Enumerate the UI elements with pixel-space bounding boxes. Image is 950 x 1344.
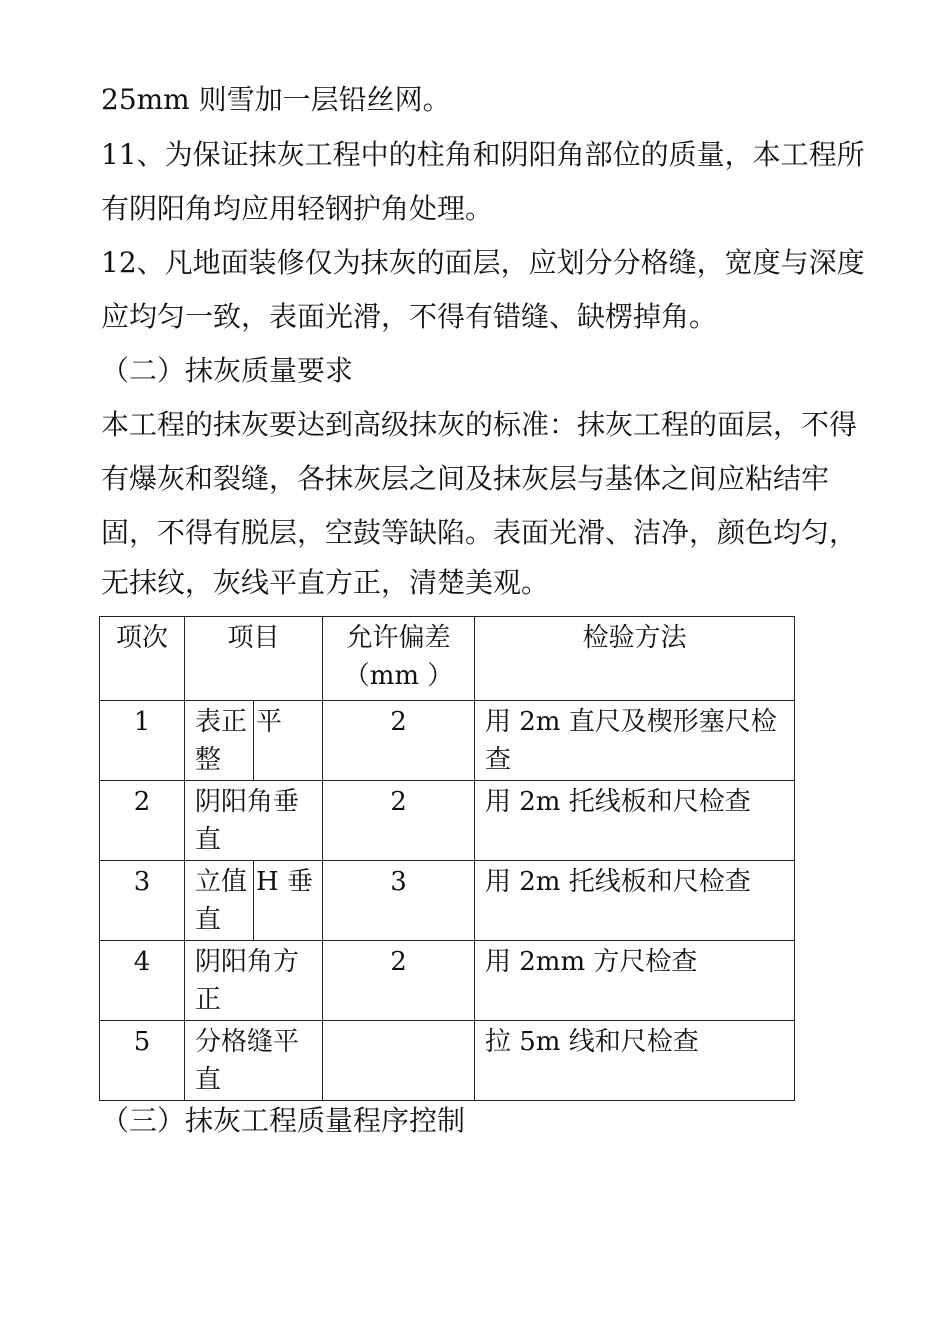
paragraph-line: 12、凡地面装修仅为抹灰的面层，应划分分格缝，宽度与深度 <box>101 246 865 279</box>
cell-method: 用 2m 托线板和尺检查 <box>475 861 795 941</box>
header-item: 项目 <box>185 617 323 701</box>
table-row <box>100 781 795 861</box>
cell-item: 阴阳角方正 <box>185 941 323 1021</box>
cell-tolerance: 2 <box>323 781 475 861</box>
cell-item: 立值直 H 垂 <box>185 861 323 941</box>
cell-tolerance: 2 <box>323 941 475 1021</box>
cell-method: 拉 5m 线和尺检查 <box>475 1021 795 1101</box>
tolerance-table <box>99 616 795 1101</box>
paragraph-line: 有爆灰和裂缝，各抹灰层之间及抹灰层与基体之间应粘结牢 <box>101 462 830 495</box>
paragraph-line: 11、为保证抹灰工程中的柱角和阴阳角部位的质量，本工程所 <box>101 138 865 171</box>
paragraph-line: 无抹纹，灰线平直方正，清楚美观。 <box>101 566 550 599</box>
cell-no: 4 <box>100 941 185 1021</box>
cell-item: 表正整 平 <box>185 701 323 781</box>
cell-method: 用 2m 托线板和尺检查 <box>475 781 795 861</box>
table-row <box>100 941 795 1021</box>
paragraph-line: 25mm 则雪加一层铅丝网。 <box>101 83 451 116</box>
cell-tolerance <box>323 1021 475 1101</box>
cell-tolerance: 2 <box>323 701 475 781</box>
section-heading: （三）抹灰工程质量程序控制 <box>101 1104 466 1137</box>
paragraph-line: 有阴阳角均应用轻钢护角处理。 <box>101 192 494 225</box>
paragraph-line: 固，不得有脱层，空鼓等缺陷。表面光滑、洁净，颜色均匀， <box>101 516 858 549</box>
paragraph-line: 应均匀一致，表面光滑，不得有错缝、缺楞掉角。 <box>101 300 718 333</box>
header-no: 项次 <box>100 617 185 701</box>
cell-tolerance: 3 <box>323 861 475 941</box>
cell-no: 1 <box>100 701 185 781</box>
paragraph-line: 本工程的抹灰要达到高级抹灰的标准：抹灰工程的面层，不得 <box>101 408 858 441</box>
cell-method: 用 2mm 方尺检查 <box>475 941 795 1021</box>
cell-no: 3 <box>100 861 185 941</box>
cell-method: 用 2m 直尺及楔形塞尺检查 <box>475 701 795 781</box>
cell-item: 阴阳角垂直 <box>185 781 323 861</box>
header-tolerance: 允许偏差 （mm ） <box>323 617 475 701</box>
table-row <box>100 701 795 781</box>
table-row <box>100 1021 795 1101</box>
cell-no: 5 <box>100 1021 185 1101</box>
table-header-row <box>100 617 795 701</box>
header-method: 检验方法 <box>475 617 795 701</box>
table-row <box>100 861 795 941</box>
section-heading: （二）抹灰质量要求 <box>101 354 354 387</box>
cell-item: 分格缝平直 <box>185 1021 323 1101</box>
cell-no: 2 <box>100 781 185 861</box>
